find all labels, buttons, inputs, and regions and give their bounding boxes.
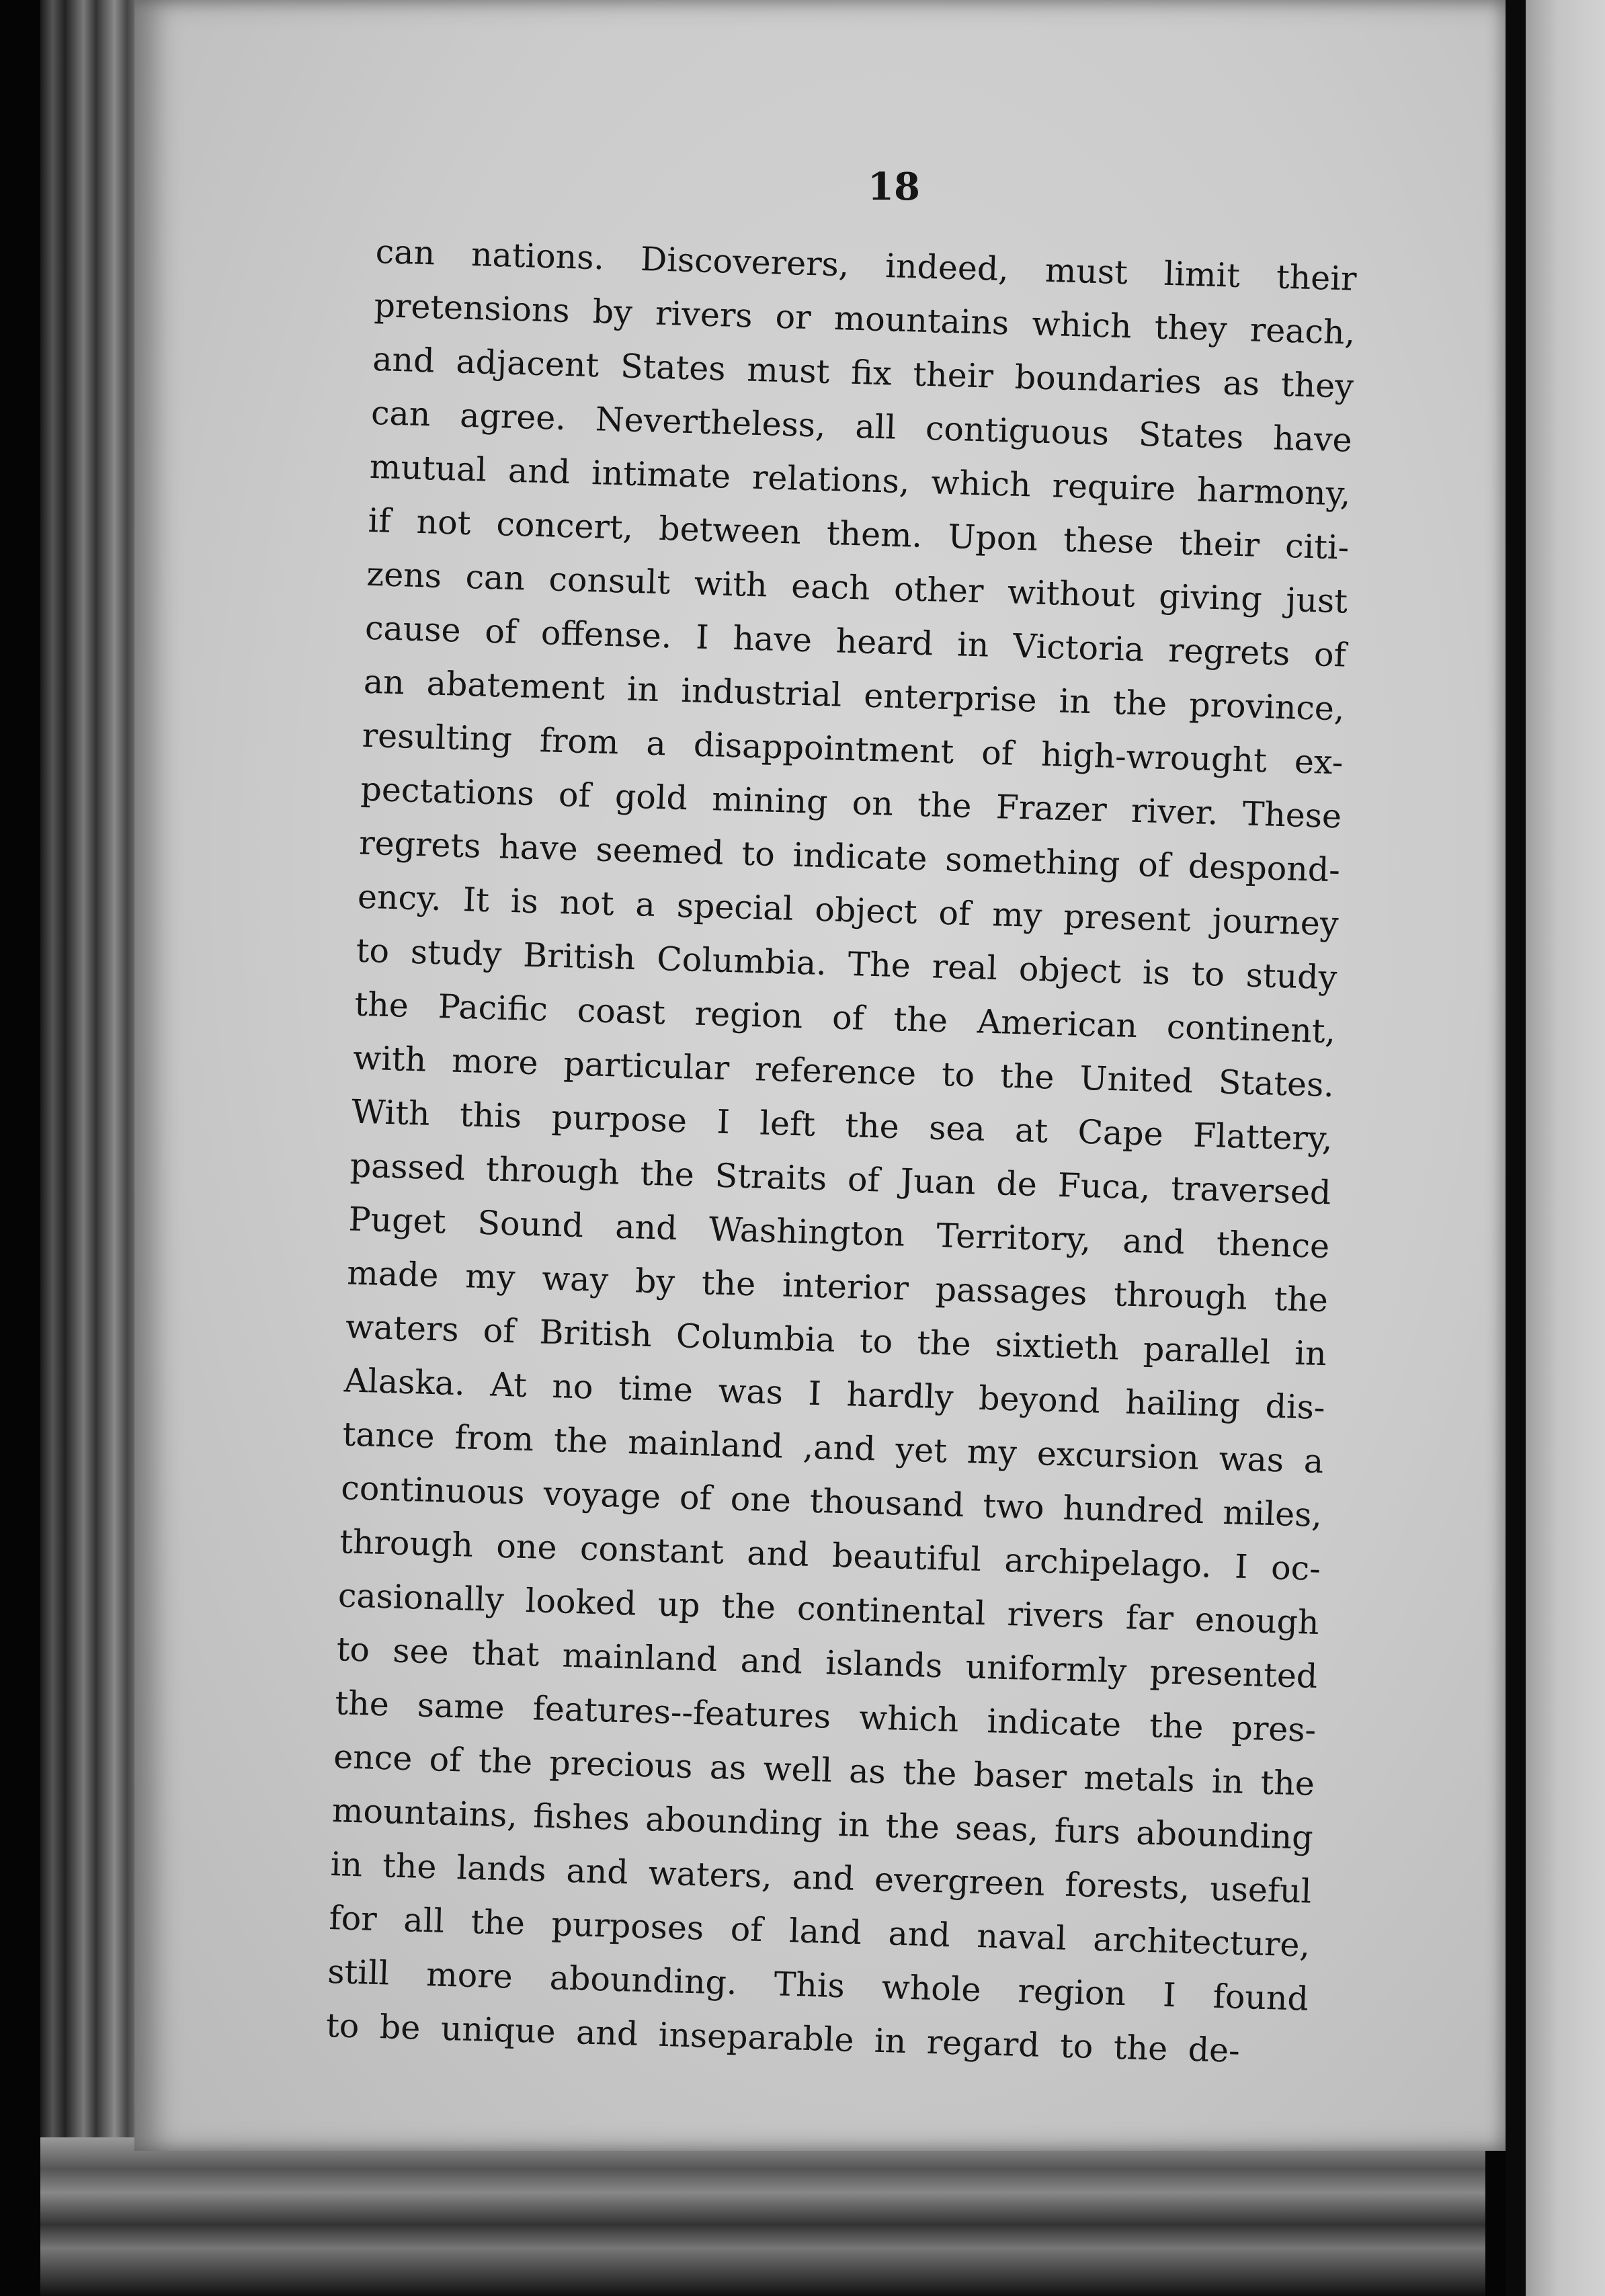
text-line: With this purpose I left the sea at Cape Flattery,: [351, 1092, 1333, 1159]
text-line: casionally looked up the continental rivers far enough: [337, 1576, 1320, 1642]
text-line: the Pacific coast region of the American continent,: [354, 985, 1336, 1051]
text-line: continuous voyage of one thousand two hundred miles,: [340, 1469, 1323, 1535]
text-line: mountains, fishes abounding in the seas, furs abounding: [331, 1791, 1314, 1857]
text-line: to study British Columbia. The real object is to study: [356, 931, 1338, 997]
text-line: pretensions by rivers or mountains which they reach,: [373, 286, 1356, 352]
facing-page-edge: [1526, 0, 1605, 2296]
text-line: and adjacent States must fix their boundaries as they: [372, 339, 1354, 406]
text-line: can nations. Discoverers, indeed, must limit their: [375, 232, 1358, 298]
text-line: tance from the mainland ,and yet my excursion was a: [341, 1415, 1324, 1481]
text-line: waters of British Columbia to the sixtieth parallel in: [345, 1307, 1327, 1374]
page-number: 18: [868, 165, 920, 209]
text-line: made my way by the interior passages through the: [346, 1254, 1329, 1320]
text-line: ency. It is not a special object of my present journey: [357, 877, 1340, 944]
text-line: with more particular reference to the United States.: [352, 1038, 1335, 1105]
page-gutter-shadow: [1506, 0, 1526, 2296]
text-line: still more abounding. This whole region I found: [327, 1952, 1309, 2018]
text-line: regrets have seemed to indicate something of despond-: [358, 823, 1341, 890]
text-line: ence of the precious as well as the baser metals in the: [333, 1737, 1315, 1803]
text-line: through one constant and beautiful archipelago. I oc-: [339, 1522, 1321, 1588]
book-bottom-edge: [40, 2137, 1485, 2296]
text-line: for all the purposes of land and naval architecture,: [328, 1899, 1311, 1965]
text-line: the same features--features which indicate the pres-: [334, 1684, 1317, 1750]
text-line: to be unique and inseparable in regard to the de-: [325, 2006, 1241, 2070]
text-line: Puget Sound and Washington Territory, and thence: [347, 1200, 1330, 1266]
text-line: mutual and intimate relations, which require harmony,: [369, 447, 1352, 514]
body-text: [325, 225, 1357, 2080]
text-line: can agree. Nevertheless, all contiguous States have: [370, 393, 1353, 460]
text-line: Alaska. At no time was I hardly beyond hailing dis-: [343, 1361, 1326, 1428]
text-line: if not concert, between them. Upon these their citi-: [367, 501, 1350, 567]
text-line: an abatement in industrial enterprise in the province,: [363, 662, 1346, 729]
text-line: zens can consult with each other without giving just: [366, 555, 1348, 621]
text-line: pectations of gold mining on the Frazer river. These: [360, 770, 1342, 836]
text-line: cause of offense. I have heard in Victoria regrets of: [364, 608, 1347, 675]
text-line: resulting from a disappointment of high-wrought ex-: [361, 716, 1344, 782]
text-line: to see that mainland and islands uniformly presented: [336, 1630, 1319, 1696]
text-line: passed through the Straits of Juan de Fuca, traversed: [349, 1146, 1332, 1213]
text-line: in the lands and waters, and evergreen forests, useful: [330, 1845, 1313, 1911]
